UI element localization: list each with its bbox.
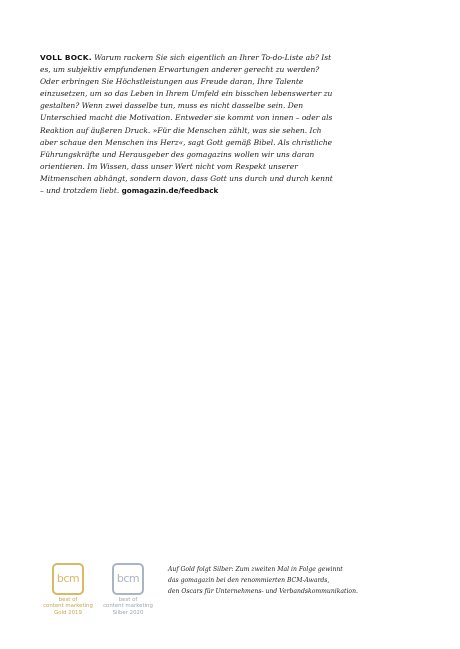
editorial-text xyxy=(40,52,338,197)
award-gold-2019 xyxy=(38,563,98,616)
feedback-link[interactable]: gomagazin.de/feedback xyxy=(121,186,219,196)
award-note-line: das gomagazin bei den renommierten BCM-Awards, xyxy=(168,577,330,584)
award-line-1: best of xyxy=(118,597,138,603)
bcm-logo-text: bcm xyxy=(56,572,80,585)
awards-group xyxy=(38,563,158,623)
award-note xyxy=(168,564,408,597)
bcm-logo-icon xyxy=(112,563,144,595)
award-line-2: content marketing xyxy=(43,603,93,610)
bcm-logo-text: bcm xyxy=(116,572,140,585)
award-line-2: content marketing xyxy=(103,603,153,610)
award-note-line: den Oscars für Unternehmens- und Verbandskommunikation. xyxy=(168,588,358,595)
bcm-logo-icon xyxy=(52,563,84,595)
editorial-body: Warum rackern Sie sich eigentlich an Ihrer To-do-Liste ab? Ist es, um subjektiv empfundenen Erwartungen anderer gerecht zu werden? Oder erbringen Sie Höchstleistungen aus Freude daran, Ihre Talente einzusetzen, um so das Leben in Ihrem Umfeld ein bisschen lebenswerter zu gestalten? Wenn zwei dasselbe tun, muss es nicht dasselbe sein. Den Unterschied macht die Motivation. Entweder sie kommt von innen – oder als Reaktion auf äußeren Druck. »Für die Menschen zählt, was sie sehen. Ich aber schaue den Menschen ins Herz«, sagt Gott gemäß Bibel. Als christliche Führungskräfte und Herausgeber des gomagazins wollen wir uns daran orientieren. Im Wissen, dass unser Wert nicht vom Respekt unserer Mitmenschen abhängt, sondern davon, dass Gott uns durch und durch kennt – und trotzdem liebt. xyxy=(40,53,333,196)
award-line-3: Gold 2019 xyxy=(54,609,82,616)
award-line-3: Silber 2020 xyxy=(112,609,144,616)
editorial-lead: VOLL BOCK. xyxy=(40,53,92,62)
award-line-1: best of xyxy=(58,597,78,603)
award-silver-2020 xyxy=(98,563,158,616)
award-note-line: Auf Gold folgt Silber: Zum zweiten Mal in Folge gewinnt xyxy=(168,566,343,573)
